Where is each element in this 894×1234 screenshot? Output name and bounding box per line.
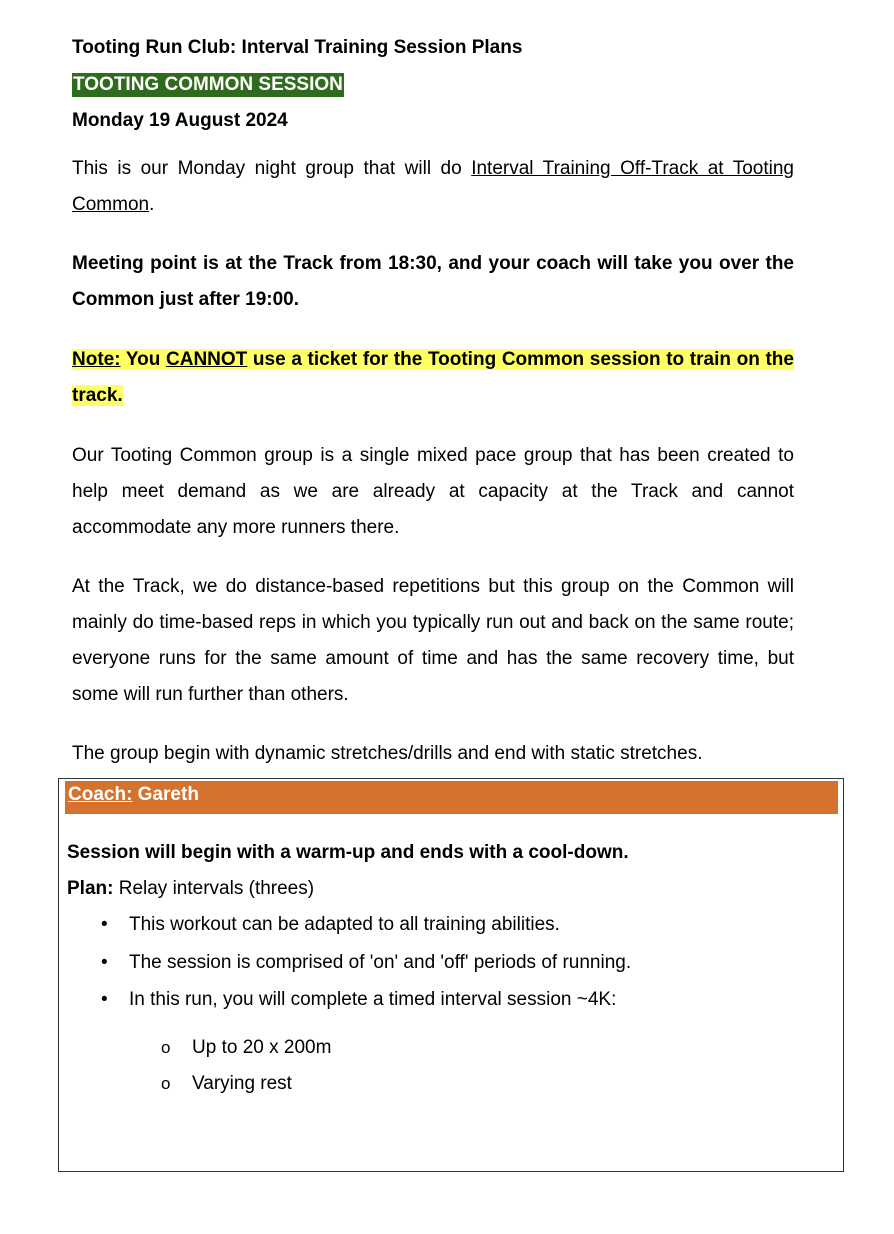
list-item: • The session is comprised of 'on' and 'off' periods of running. — [101, 952, 632, 973]
sub-list-item: o Up to 20 x 200m — [161, 1037, 332, 1058]
list-item: • In this run, you will complete a timed interval session ~4K: — [101, 989, 617, 1010]
interval-training-link[interactable]: Interval Training Off-Track at Tooting Common — [72, 158, 794, 215]
note-paragraph: Note: You CANNOT use a ticket for the Tooting Common session to train on the track. — [72, 349, 794, 406]
cannot-emphasis: CANNOT — [166, 349, 248, 370]
bullet-icon: • — [101, 914, 108, 935]
stretches-paragraph: The group begin with dynamic stretches/drills and end with static stretches. — [72, 743, 703, 764]
plan-line — [67, 878, 314, 900]
note-label: Note: — [72, 349, 121, 370]
sub-list-item: o Varying rest — [161, 1073, 292, 1094]
bullet-icon: • — [101, 952, 108, 973]
circle-bullet-icon: o — [161, 1074, 171, 1093]
meeting-point-paragraph: Meeting point is at the Track from 18:30, and your coach will take you over the Common just after 19:00. — [72, 253, 794, 310]
session-banner: TOOTING COMMON SESSION — [73, 74, 343, 95]
group-description-paragraph: Our Tooting Common group is a single mixed pace group that has been created to help meet demand as we are already at capacity at the Track and cannot accommodate any more runners there. — [72, 445, 794, 538]
session-date: Monday 19 August 2024 — [72, 110, 288, 131]
warmup-line: Session will begin with a warm-up and ends with a cool-down. — [67, 842, 629, 863]
list-item: • This workout can be adapted to all training abilities. — [101, 914, 560, 935]
document-title: Tooting Run Club: Interval Training Session Plans — [72, 37, 523, 58]
circle-bullet-icon: o — [161, 1038, 171, 1057]
session-box — [58, 778, 844, 1172]
track-comparison-paragraph: At the Track, we do distance-based repetitions but this group on the Common will mainly do time-based reps in which you typically run out and back on the same route; everyone runs for the same amount of time and has the same recovery time, but some will run further than others. — [72, 576, 794, 705]
intro-paragraph: This is our Monday night group that will do Interval Training Off-Track at Tooting Common. — [72, 158, 794, 215]
plan-value: Relay intervals (threes) — [113, 878, 315, 899]
coach-bar — [65, 781, 838, 814]
bullet-icon: • — [101, 989, 108, 1010]
coach-name: Gareth — [132, 784, 199, 805]
plan-label: Plan: — [67, 878, 114, 899]
coach-label: Coach: — [68, 784, 133, 805]
